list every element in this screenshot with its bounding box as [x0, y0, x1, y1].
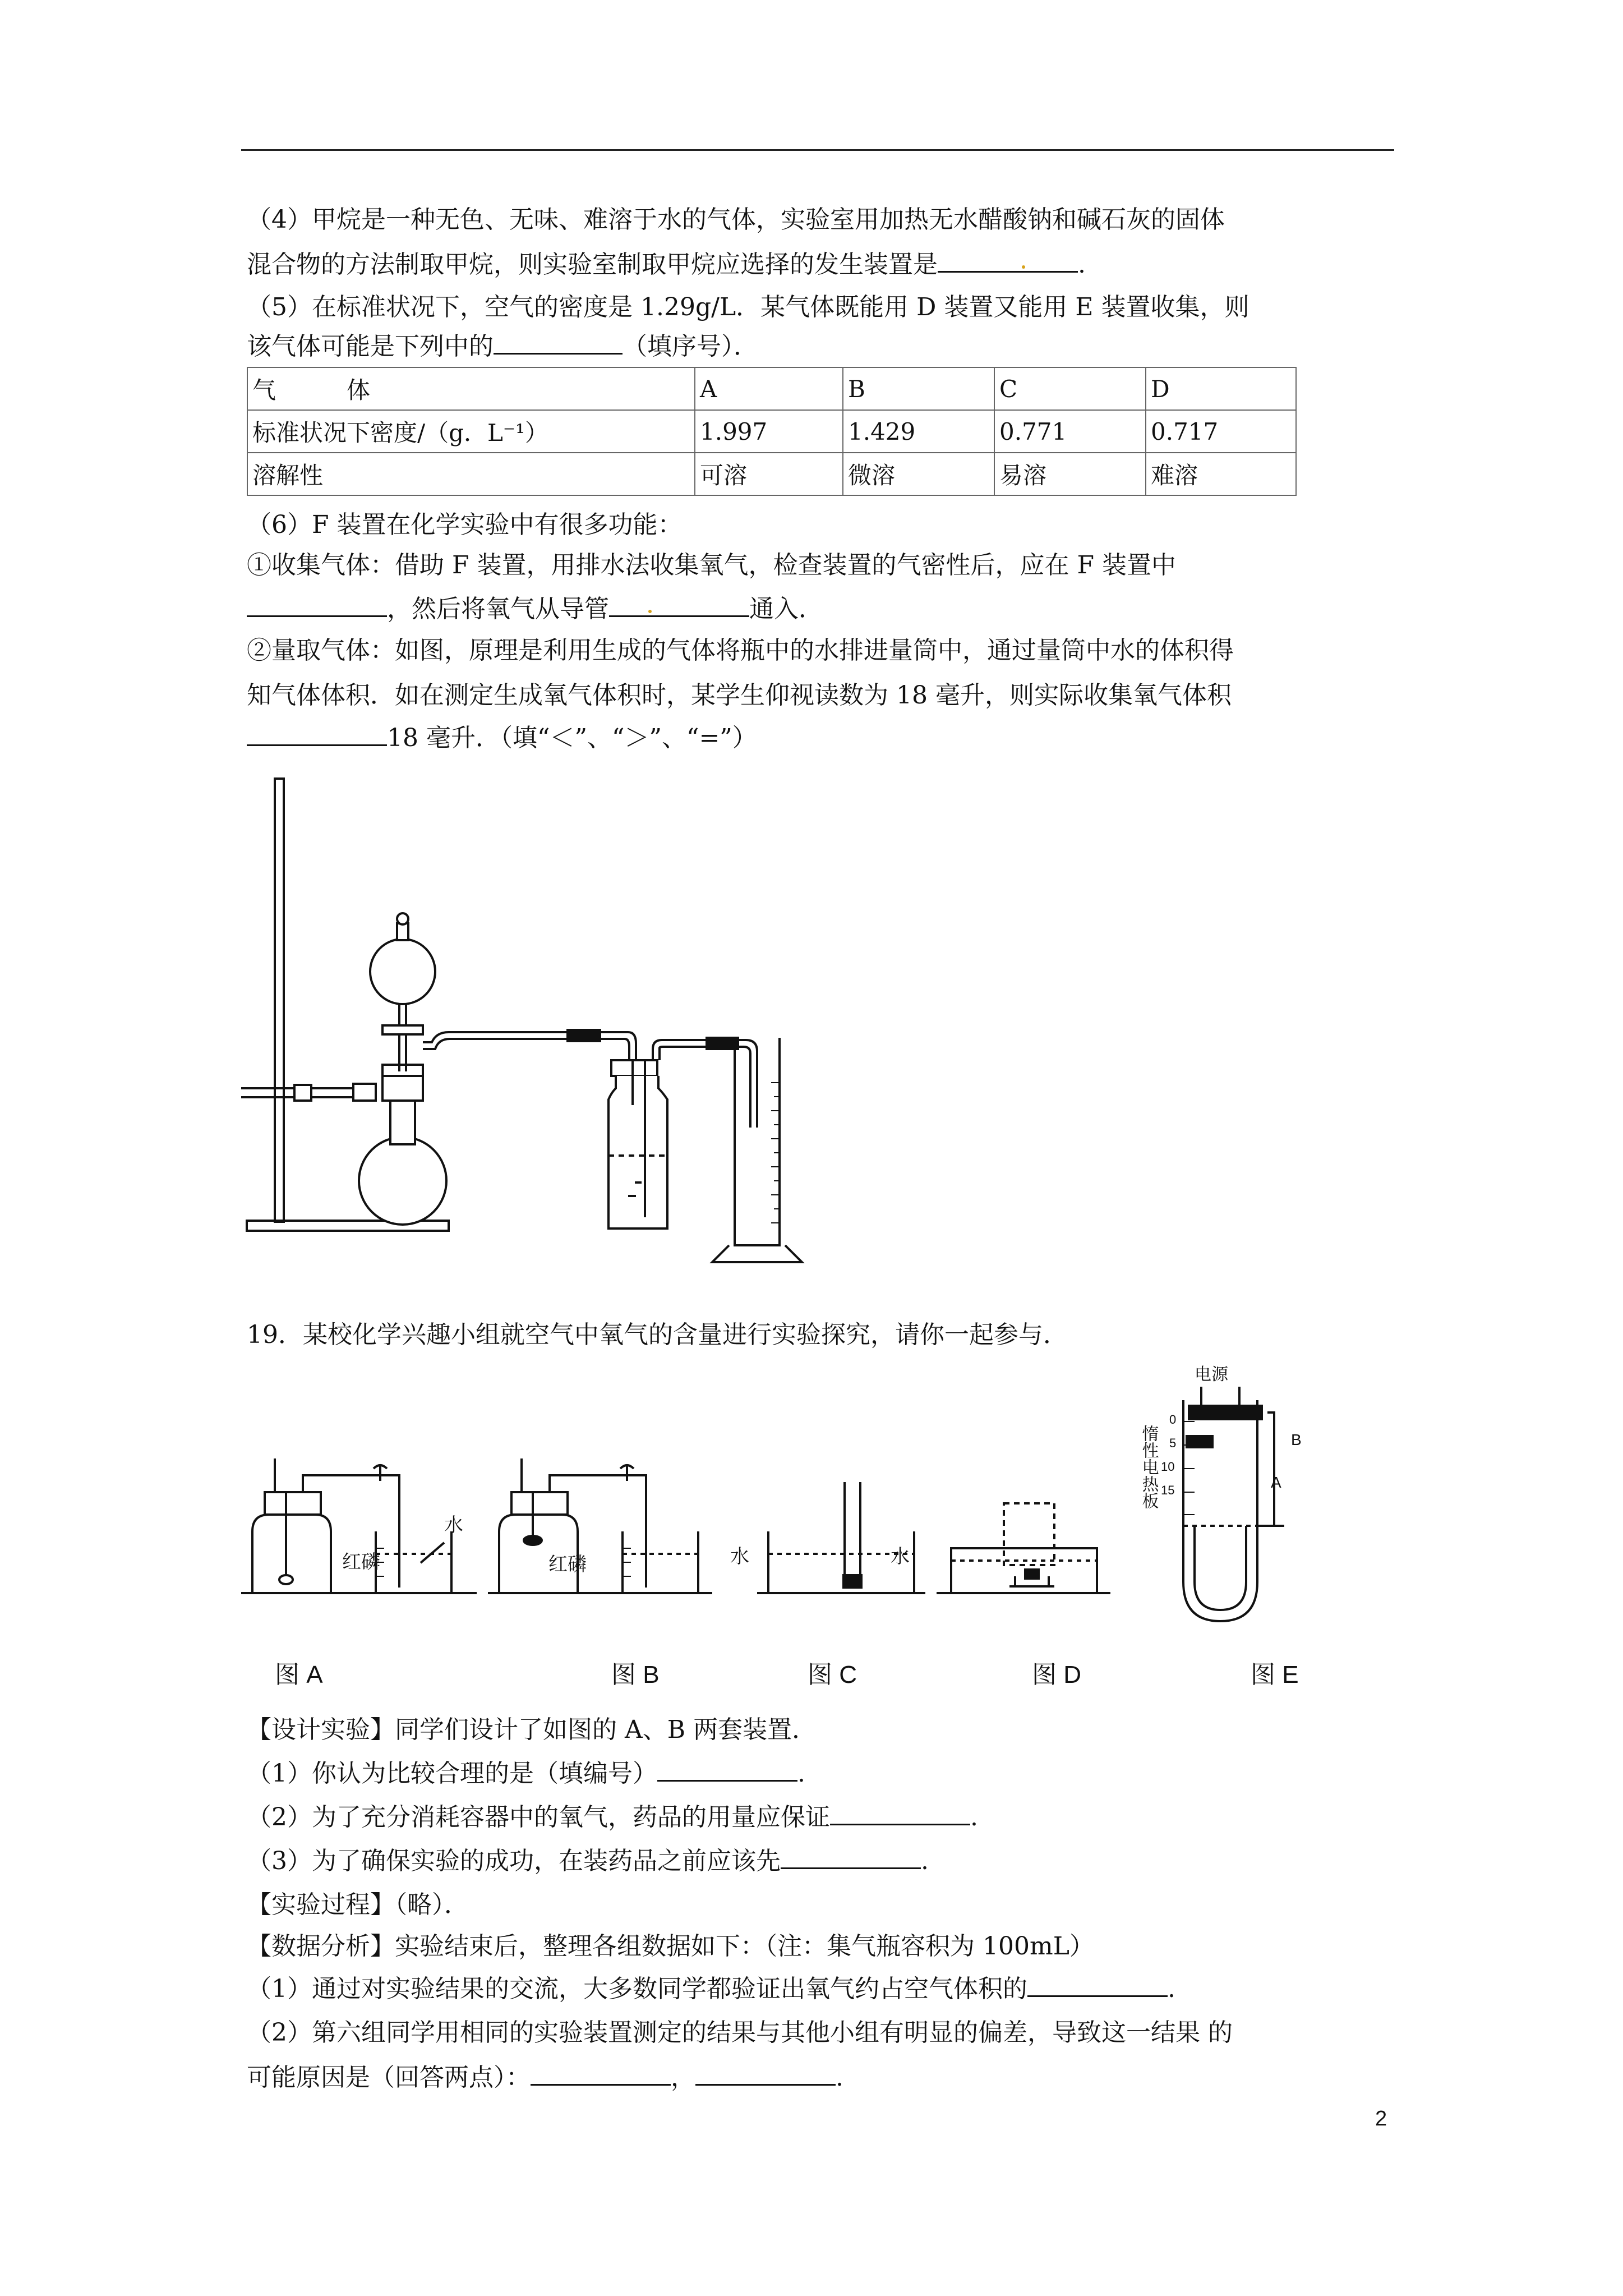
figure-d [937, 1503, 1110, 1593]
round-bottom-flask [359, 1137, 446, 1225]
table-cell: 0.771 [994, 410, 1146, 453]
page-number: 2 [1375, 2107, 1387, 2131]
table-cell: 1.997 [695, 410, 843, 453]
table-cell: 1.429 [843, 410, 994, 453]
table-cell: 可溶 [695, 453, 843, 495]
q19-a1: （1）通过对实验结果的交流，大多数同学都验证出氧气约占空气体积的 . [247, 1967, 1175, 2012]
q6-item1-line1: ①收集气体：借助 F 装置，用排水法收集氧气，检查装置的气密性后，应在 F 装置中 [247, 551, 1177, 579]
figure-text: 水 [891, 1546, 910, 1567]
figure-b [488, 1458, 712, 1593]
q19-d3-blank[interactable] [781, 1839, 921, 1869]
q6-tube-blank[interactable] [609, 587, 749, 617]
table-header-cell: 气 体 [247, 367, 695, 410]
scale-label: 0 [1169, 1412, 1177, 1427]
table-cell: 微溶 [843, 453, 994, 495]
figure-caption: 图 C [808, 1661, 857, 1688]
q19-title: 19．某校化学兴趣小组就空气中氧气的含量进行实验探究，请你一起参与． [247, 1320, 1068, 1349]
figure-text: 水 [444, 1515, 463, 1536]
q19-d3: （3）为了确保实验的成功，在装药品之前应该先 . [247, 1839, 929, 1884]
figure-text: 红磷 [342, 1552, 380, 1573]
table-header-cell: B [843, 367, 994, 410]
q19-process: 【实验过程】（略）． [247, 1890, 469, 1919]
q4-line1: （4）甲烷是一种无色、无味、难溶于水的气体，实验室用加热无水醋酸钠和碱石灰的固体 [247, 205, 1225, 234]
figure-e [1140, 1365, 1302, 1621]
q19-reason2-blank[interactable] [695, 2056, 836, 2086]
point-label: B [1291, 1431, 1302, 1448]
q19-a2-line1: （2）第六组同学用相同的实验装置测定的结果与其他小组有明显的偏差，导致这一结果 的 [247, 2018, 1233, 2047]
q19-figures [241, 1363, 1363, 1711]
figure-caption: 图 A [275, 1661, 323, 1688]
stopcock [382, 1025, 423, 1034]
q6-fill-blank[interactable] [247, 587, 387, 617]
q6-item2-line2: 知气体体积．如在测定生成氧气体积时，某学生仰视读数为 18 毫升，则实际收集氧气体积 [247, 681, 1232, 710]
table-header-cell: D [1146, 367, 1296, 410]
table-header-cell: C [994, 367, 1146, 410]
figure-text: 水 [730, 1546, 749, 1567]
scale-label: 15 [1161, 1483, 1175, 1497]
table-row [247, 410, 1296, 453]
header-rule [241, 149, 1394, 151]
gas-washing-bottle [608, 1076, 667, 1228]
point-label: A [1271, 1474, 1281, 1491]
table-cell: 易溶 [994, 453, 1146, 495]
scale-label: 5 [1169, 1436, 1177, 1450]
q4-answer-blank[interactable] [938, 243, 1078, 273]
figure-caption: 图 E [1251, 1661, 1299, 1688]
q19-design: 【设计实验】同学们设计了如图的 A、B 两套装置． [247, 1715, 817, 1744]
scale-label: 10 [1161, 1460, 1175, 1474]
heater-label: 惰性电热板 [1139, 1425, 1158, 1509]
gas-density-table [247, 367, 1297, 496]
q19-d1: （1）你认为比较合理的是（填编号） . [247, 1751, 805, 1796]
q6-item2-line1: ②量取气体：如图，原理是利用生成的气体将瓶中的水排进量筒中，通过量筒中水的体积得 [247, 636, 1234, 665]
q6-compare-blank[interactable] [247, 716, 387, 746]
q6-item2-line3: 18 毫升．（填“＜”、“＞”、“=”） [247, 716, 757, 761]
table-row [247, 453, 1296, 495]
q19-analysis: 【数据分析】实验结束后，整理各组数据如下：（注：集气瓶容积为 100mL） [247, 1932, 1094, 1961]
figure-caption: 图 D [1032, 1661, 1081, 1688]
q19-d2-blank[interactable] [830, 1796, 970, 1825]
q5-line1: （5）在标准状况下，空气的密度是 1.29g/L．某气体既能用 D 装置又能用 E 装置收集，则 [247, 293, 1249, 321]
table-cell: 标准状况下密度/（g．L⁻¹） [247, 410, 695, 453]
stand-rod [275, 779, 284, 1222]
table-cell: 0.717 [1146, 410, 1296, 453]
flask-stopper [382, 1065, 423, 1101]
table-cell: 难溶 [1146, 453, 1296, 495]
q19-reason1-blank[interactable] [531, 2056, 671, 2086]
figure-a [241, 1458, 477, 1593]
blank-mark [1022, 265, 1025, 269]
apparatus-figure [241, 769, 1026, 1273]
q19-d1-blank[interactable] [657, 1752, 797, 1782]
q6-title: （6）F 装置在化学实验中有很多功能： [247, 510, 683, 539]
q19-a2-line2: 可能原因是（回答两点）： ， . [247, 2055, 843, 2100]
q19-a1-blank[interactable] [1027, 1967, 1168, 1997]
table-row [247, 367, 1296, 410]
figure-caption: 图 B [611, 1661, 660, 1688]
q5-line2: 该气体可能是下列中的 （填序号）． [247, 324, 758, 369]
table-header-cell: A [695, 367, 843, 410]
table-cell: 溶解性 [247, 453, 695, 495]
q6-item1-line2: ，然后将氧气从导管 通入． [247, 587, 823, 632]
q4-line2: 混合物的方法制取甲烷，则实验室制取甲烷应选择的发生装置是 . [247, 242, 1086, 287]
separatory-funnel [370, 939, 435, 1004]
figure-c [730, 1482, 925, 1593]
figure-text: 红磷 [548, 1554, 587, 1575]
q5-answer-blank[interactable] [494, 325, 623, 355]
blank-mark [648, 610, 652, 613]
q19-d2: （2）为了充分消耗容器中的氧气，药品的用量应保证 . [247, 1795, 978, 1840]
power-label: 电源 [1195, 1365, 1228, 1384]
